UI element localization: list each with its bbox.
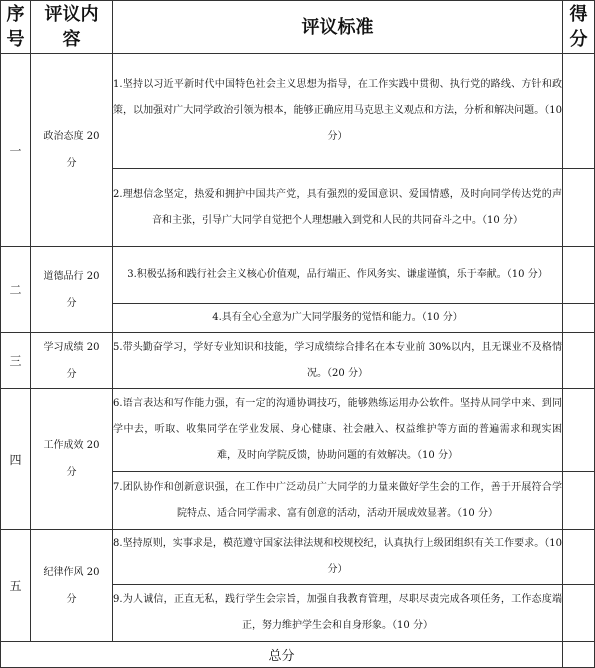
- criteria-row: [1, 530, 595, 585]
- criterion-text: 2.理想信念坚定，热爱和拥护中国共产党，具有强烈的爱国意识、爱国情感，及时向同学传达党的声音和主张，引导广大同学自觉把个人理想融入到党和人民的共同奋斗之中。（10 分）: [113, 169, 563, 247]
- section-number: 一: [1, 54, 31, 247]
- score-cell[interactable]: [563, 585, 595, 642]
- score-cell[interactable]: [563, 54, 595, 169]
- evaluation-item: 道德品行 20 分: [31, 247, 113, 333]
- score-cell[interactable]: [563, 304, 595, 333]
- section-number: 二: [1, 247, 31, 333]
- criterion-text: 6.语言表达和写作能力强，有一定的沟通协调技巧，能够熟练运用办公软件。坚持从同学中来、到同学中去，听取、收集同学在学业发展、身心健康、社会融入、权益维护等方面的普遍需求和现实困难，及时向学院反馈，协助问题的有效解决。（10 分）: [113, 389, 563, 472]
- evaluation-item: 工作成效 20 分: [31, 389, 113, 530]
- score-cell[interactable]: [563, 169, 595, 247]
- criterion-text: 9.为人诚信，正直无私，践行学生会宗旨，加强自我教育管理，尽职尽责完成各项任务，工作态度端正，努力维护学生会和自身形象。（10 分）: [113, 585, 563, 642]
- criterion-text: 3.积极弘扬和践行社会主义核心价值观，品行端正、作风务实、谦虚谨慎，乐于奉献。（10 分）: [113, 247, 563, 304]
- evaluation-item: 政治态度 20 分: [31, 54, 113, 247]
- criteria-row: [1, 54, 595, 169]
- header-score: 得分: [563, 1, 595, 54]
- criterion-text: 7.团队协作和创新意识强，在工作中广泛动员广大同学的力量来做好学生会的工作，善于开展符合学院特点、适合同学需求、富有创意的活动，活动开展成效显著。（10 分）: [113, 472, 563, 530]
- total-row: [1, 642, 595, 668]
- header-row: [1, 1, 595, 54]
- score-cell[interactable]: [563, 530, 595, 585]
- criteria-row: [1, 389, 595, 472]
- criterion-text: 5.带头勤奋学习，学好专业知识和技能，学习成绩综合排名在本专业前 30%以内，且无课业不及格情况。（20 分）: [113, 333, 563, 389]
- total-label: 总分: [1, 642, 563, 668]
- criterion-text: 8.坚持原则，实事求是，模范遵守国家法律法规和校规校纪，认真执行上级团组织有关工作要求。（10 分）: [113, 530, 563, 585]
- score-cell[interactable]: [563, 389, 595, 472]
- criteria-row: [1, 247, 595, 304]
- section-number: 三: [1, 333, 31, 389]
- score-cell[interactable]: [563, 472, 595, 530]
- score-cell[interactable]: [563, 333, 595, 389]
- header-criteria: 评议标准: [113, 1, 563, 54]
- criteria-row: [1, 333, 595, 389]
- header-item: 评议内容: [31, 1, 113, 54]
- criterion-text: 1.坚持以习近平新时代中国特色社会主义思想为指导，在工作实践中贯彻、执行党的路线、方针和政策，以加强对广大同学政治引领为根本，能够正确应用马克思主义观点和方法，分析和解决问题。（10 分）: [113, 54, 563, 169]
- score-cell[interactable]: [563, 247, 595, 304]
- evaluation-item: 纪律作风 20 分: [31, 530, 113, 642]
- evaluation-item: 学习成绩 20 分: [31, 333, 113, 389]
- section-number: 四: [1, 389, 31, 530]
- section-number: 五: [1, 530, 31, 642]
- total-score-cell[interactable]: [563, 642, 595, 668]
- criterion-text: 4.具有全心全意为广大同学服务的觉悟和能力。（10 分）: [113, 304, 563, 333]
- header-seq: 序号: [1, 1, 31, 54]
